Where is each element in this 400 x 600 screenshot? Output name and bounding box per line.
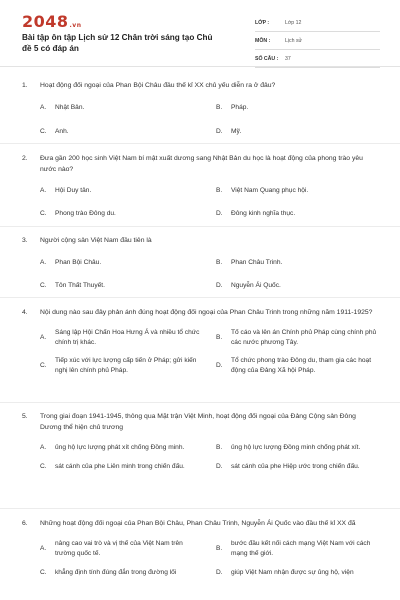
logo-main: 2048 (22, 12, 69, 31)
question-stem (22, 307, 382, 318)
option-letter: A. (40, 104, 47, 111)
option-letter: D. (216, 569, 223, 576)
option-text: Nguyễn Ái Quốc. (231, 282, 281, 289)
option-text: ủng hộ lực lượng phát xít chống Đồng minh. (55, 444, 185, 451)
option-text: Tôn Thất Thuyết. (55, 282, 105, 289)
option-d[interactable] (216, 356, 382, 376)
answer-options (40, 258, 382, 291)
option-letter: A. (40, 545, 47, 552)
option-letter: D. (216, 362, 223, 369)
option-b[interactable] (216, 539, 382, 559)
answer-options (40, 103, 382, 137)
question-divider (0, 402, 400, 403)
site-logo[interactable] (22, 12, 82, 31)
option-a[interactable] (40, 258, 206, 268)
option-a[interactable] (40, 539, 206, 559)
option-letter: C. (40, 463, 47, 470)
option-text: giúp Việt Nam nhận được sự ủng hộ, viện (231, 569, 354, 576)
question-text: Những hoạt động đối ngoại của Phan Bội Châu, Phan Châu Trinh, Nguyễn Ái Quốc vào đầu thế kỉ XX đã (40, 520, 356, 527)
option-text: Hội Duy tân. (55, 187, 92, 194)
option-letter: D. (216, 463, 223, 470)
answer-options (40, 539, 382, 578)
question-2 (22, 153, 382, 219)
option-d[interactable] (216, 281, 382, 291)
option-a[interactable] (40, 186, 206, 196)
option-a[interactable] (40, 328, 206, 348)
question-text: Hoạt động đối ngoại của Phan Bội Châu đầu thế kỉ XX chủ yếu diễn ra ở đâu? (40, 82, 276, 89)
question-divider (0, 226, 400, 227)
option-text: Mỹ. (231, 128, 242, 135)
option-c[interactable] (40, 568, 206, 578)
question-6 (22, 518, 382, 578)
meta-row-subject (255, 32, 380, 50)
option-text: Pháp. (231, 104, 249, 111)
option-text: Tổ chức phong trào Đông du, tham gia các hoạt động của Đảng Xã hội Pháp. (231, 357, 372, 374)
option-text: Phan Bội Châu. (55, 259, 102, 266)
option-letter: A. (40, 259, 47, 266)
option-letter: B. (216, 334, 223, 341)
option-b[interactable] (216, 186, 382, 196)
question-stem (22, 153, 382, 175)
question-divider (0, 297, 400, 298)
option-d[interactable] (216, 462, 382, 472)
option-d[interactable] (216, 568, 382, 578)
meta-row-count (255, 50, 380, 68)
option-letter: B. (216, 545, 223, 552)
meta-value: Lịch sử (285, 37, 303, 44)
option-letter: B. (216, 259, 223, 266)
logo-suffix: .vn (69, 22, 82, 29)
document-title: Bài tập ôn tập Lịch sử 12 Chân trời sáng tạo Chủ đề 5 có đáp án (22, 33, 213, 53)
option-letter: C. (40, 282, 47, 289)
option-b[interactable] (216, 258, 382, 268)
option-c[interactable] (40, 127, 206, 137)
option-text: Tiếp xúc với lực lượng cấp tiến ở Pháp; gửi kiến nghị lên chính phủ Pháp. (55, 357, 197, 374)
option-c[interactable] (40, 281, 206, 291)
document-meta (255, 14, 380, 68)
option-text: Phan Châu Trinh. (231, 259, 283, 266)
question-stem (22, 235, 382, 246)
option-letter: C. (40, 569, 47, 576)
option-c[interactable] (40, 209, 206, 219)
meta-row-grade (255, 14, 380, 32)
option-text: nâng cao vai trò và vị thế của Việt Nam trên trường quốc tế. (55, 540, 183, 557)
option-letter: D. (216, 210, 223, 217)
option-text: Đông kinh nghĩa thục. (231, 210, 296, 217)
option-letter: D. (216, 128, 223, 135)
option-text: ủng hộ lực lượng Đồng minh chống phát xít. (231, 444, 361, 451)
question-number: 2. (22, 155, 28, 162)
question-5 (22, 411, 382, 472)
meta-label: LỚP : (255, 19, 270, 26)
meta-value: 37 (285, 55, 291, 62)
option-b[interactable] (216, 103, 382, 113)
option-letter: D. (216, 282, 223, 289)
option-text: Nhật Bản. (55, 104, 85, 111)
answer-options (40, 328, 382, 376)
option-c[interactable] (40, 462, 206, 472)
option-letter: A. (40, 444, 47, 451)
option-letter: C. (40, 362, 47, 369)
question-text: Nội dung nào sau đây phản ánh đúng hoạt động đối ngoại của Phan Châu Trinh trong những năm 1911-1925? (40, 309, 373, 316)
answer-options (40, 443, 382, 472)
option-text: bước đầu kết nối cách mạng Việt Nam với cách mạng thế giới. (231, 540, 371, 557)
option-text: Việt Nam Quang phục hội. (231, 187, 309, 194)
question-divider (0, 143, 400, 144)
option-letter: B. (216, 104, 223, 111)
option-letter: B. (216, 444, 223, 451)
option-text: Anh. (55, 128, 69, 135)
answer-options (40, 186, 382, 219)
question-stem (22, 518, 382, 529)
question-number: 1. (22, 82, 28, 89)
option-a[interactable] (40, 103, 206, 113)
option-text: sát cánh của phe Hiệp ước trong chiến đấu. (231, 463, 360, 470)
option-c[interactable] (40, 356, 206, 376)
question-divider (0, 508, 400, 509)
question-number: 3. (22, 237, 28, 244)
meta-label: MÔN : (255, 37, 271, 44)
option-letter: B. (216, 187, 223, 194)
option-text: Sáng lập Hội Chấn Hoa Hưng Á và nhiều tổ chức chính trị khác. (55, 329, 200, 346)
question-3 (22, 235, 382, 291)
meta-label: SỐ CÂU : (255, 55, 279, 62)
question-text: Người cộng sản Việt Nam đầu tiên là (40, 237, 152, 244)
document-header (0, 0, 400, 67)
question-number: 5. (22, 413, 28, 420)
option-b[interactable] (216, 328, 382, 348)
option-d[interactable] (216, 127, 382, 137)
option-b[interactable] (216, 443, 382, 453)
question-stem (22, 80, 382, 91)
option-letter: C. (40, 128, 47, 135)
question-text: Đưa gần 200 học sinh Việt Nam bí mật xuất dương sang Nhật Bản du học là hoạt động của phong trào yêu nước nào? (40, 155, 363, 173)
question-1 (22, 80, 382, 137)
question-number: 6. (22, 520, 28, 527)
option-text: Phong trào Đông du. (55, 210, 116, 217)
option-letter: A. (40, 187, 47, 194)
option-a[interactable] (40, 443, 206, 453)
option-letter: C. (40, 210, 47, 217)
option-d[interactable] (216, 209, 382, 219)
option-letter: A. (40, 334, 47, 341)
question-4 (22, 307, 382, 376)
question-text: Trong giai đoạn 1941-1945, thông qua Mặt trận Việt Minh, hoạt động đối ngoại của Đảng Cộng sản Đông Dương thể hiện chủ trương (40, 413, 356, 431)
option-text: khẳng định tính đúng đắn trong đường lối (55, 569, 177, 576)
meta-value: Lớp 12 (285, 19, 302, 26)
option-text: sát cánh của phe Liên minh trong chiến đấu. (55, 463, 185, 470)
option-text: Tố cáo và lên án Chính phủ Pháp cùng chính phủ các nước phương Tây. (231, 329, 377, 346)
question-number: 4. (22, 309, 28, 316)
question-stem (22, 411, 382, 433)
